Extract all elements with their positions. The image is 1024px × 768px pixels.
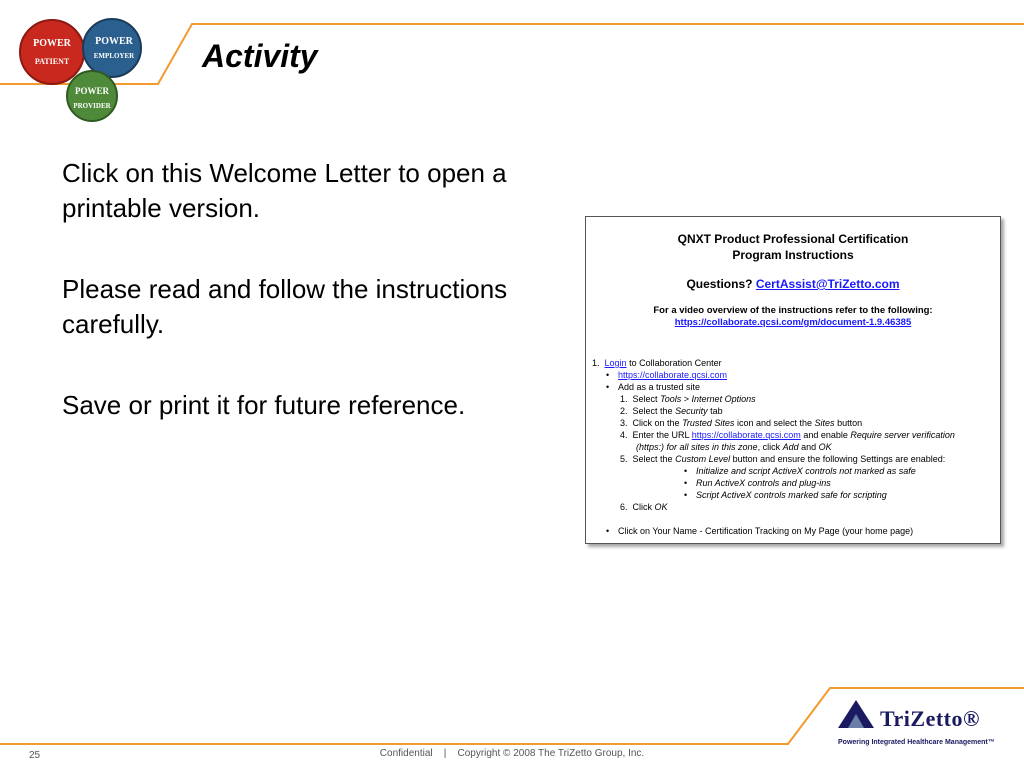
questions-email-link[interactable]: CertAssist@TriZetto.com <box>755 277 900 291</box>
setting-item: Run ActiveX controls and plug-ins <box>696 478 831 488</box>
step-text: icon and select the <box>736 418 813 428</box>
page-number: 25 <box>29 750 41 761</box>
setting-item: Initialize and script ActiveX controls not marked as safe <box>696 466 916 476</box>
power-badges-logo <box>16 18 156 122</box>
video-link[interactable]: https://collaborate.qcsi.com/gm/document-1.9.46385 <box>674 317 912 328</box>
step-text: Enter the URL <box>632 430 690 440</box>
step-text: to Collaboration Center <box>629 358 722 368</box>
body-paragraph: Click on this Welcome Letter to open a printable version. <box>62 158 507 223</box>
login-link[interactable]: Login <box>604 358 627 368</box>
svg-text:PATIENT: PATIENT <box>34 57 70 66</box>
step-text: Select <box>632 394 658 404</box>
svg-text:PROVIDER: PROVIDER <box>73 102 111 110</box>
step-text: Add <box>782 442 799 452</box>
step-number: 1. <box>592 358 600 368</box>
step-text: Click on Your Name - Certification Tracking on My Page (your home page) <box>618 526 914 536</box>
svg-text:EMPLOYER: EMPLOYER <box>93 52 135 60</box>
step-text: Add as a trusted site <box>618 382 701 392</box>
step-number: 4. <box>620 430 628 440</box>
step-text: Click on the <box>632 418 680 428</box>
page-title: Activity <box>202 38 318 74</box>
doc-video <box>586 305 1000 329</box>
collaborate-link[interactable]: https://collaborate.qcsi.com <box>691 430 801 440</box>
step-text: Tools <box>660 394 682 404</box>
confidential-label: Confidential <box>379 748 433 759</box>
body-text <box>62 156 562 469</box>
step-text: button <box>837 418 863 428</box>
step-text: tab <box>710 406 723 416</box>
step-text: Select the <box>632 454 673 464</box>
footer-separator: | <box>443 748 447 759</box>
step-text: OK <box>818 442 832 452</box>
doc-title-line1: QNXT Product Professional Certification <box>677 232 909 246</box>
step-number: 1. <box>620 394 628 404</box>
step-text: Click <box>632 502 653 512</box>
step-text: Sites <box>814 418 835 428</box>
step-number: 6. <box>620 502 628 512</box>
welcome-letter-thumbnail[interactable] <box>585 216 1001 544</box>
svg-text:POWER: POWER <box>74 86 110 96</box>
svg-text:POWER: POWER <box>95 36 133 47</box>
doc-title-line2: Program Instructions <box>732 248 854 262</box>
body-paragraph: Save or print it for future reference. <box>62 390 466 420</box>
copyright-text: Copyright © 2008 The TriZetto Group, Inc. <box>457 748 645 759</box>
step-text: > <box>683 394 690 404</box>
trizetto-logo-icon <box>838 698 878 730</box>
collaborate-link[interactable]: https://collaborate.qcsi.com <box>618 370 728 380</box>
step-text: , click <box>757 442 781 452</box>
step-text: Trusted Sites <box>682 418 735 428</box>
step-text: Security <box>675 406 708 416</box>
trizetto-logo-text: TriZetto® <box>880 706 980 731</box>
step-number: 5. <box>620 454 628 464</box>
step-number: 2. <box>620 406 628 416</box>
step-text: (https:) for all sites in this zone <box>636 442 758 452</box>
step-text: and <box>801 442 817 452</box>
step-text: Select the <box>632 406 673 416</box>
step-number: 3. <box>620 418 628 428</box>
step-text: and enable <box>803 430 848 440</box>
doc-instructions: 1. Login to Collaboration Center • https://collaborate.qcsi.com • Add as a trusted site 1. Select Tools > Internet Options 2. Select the Security tab 3. Click on the Trusted Sites icon and select the Sites button 4. Enter the URL https://collaborate.qcsi.com and enable Require server verification (https:) for all sites in this zone, click Add and OK 5. Select the Custom Level button and ensure the following Settings are enabled: • Initialize and script ActiveX controls not marked as safe • Run ActiveX controls and plug-ins • Script ActiveX controls marked safe for scripting 6. Click OK • Click on Your Name - Certification Tracking on My Page (your home page) <box>592 358 955 536</box>
body-paragraph: Please read and follow the instructions carefully. <box>62 274 508 339</box>
trizetto-tagline: Powering Integrated Healthcare Management™ <box>838 739 995 746</box>
setting-item: Script ActiveX controls marked safe for scripting <box>696 490 887 500</box>
step-text: Internet Options <box>691 394 756 404</box>
step-text: OK <box>654 502 668 512</box>
doc-questions <box>586 277 1000 291</box>
doc-title <box>586 231 1000 263</box>
step-text: button and ensure the following Settings are enabled: <box>732 454 946 464</box>
questions-label: Questions? <box>686 277 753 291</box>
footer-text <box>0 748 1024 759</box>
video-label: For a video overview of the instructions refer to the following: <box>653 305 933 316</box>
svg-text:POWER: POWER <box>33 38 71 49</box>
step-text: Require server verification <box>850 430 955 440</box>
step-text: Custom Level <box>675 454 731 464</box>
